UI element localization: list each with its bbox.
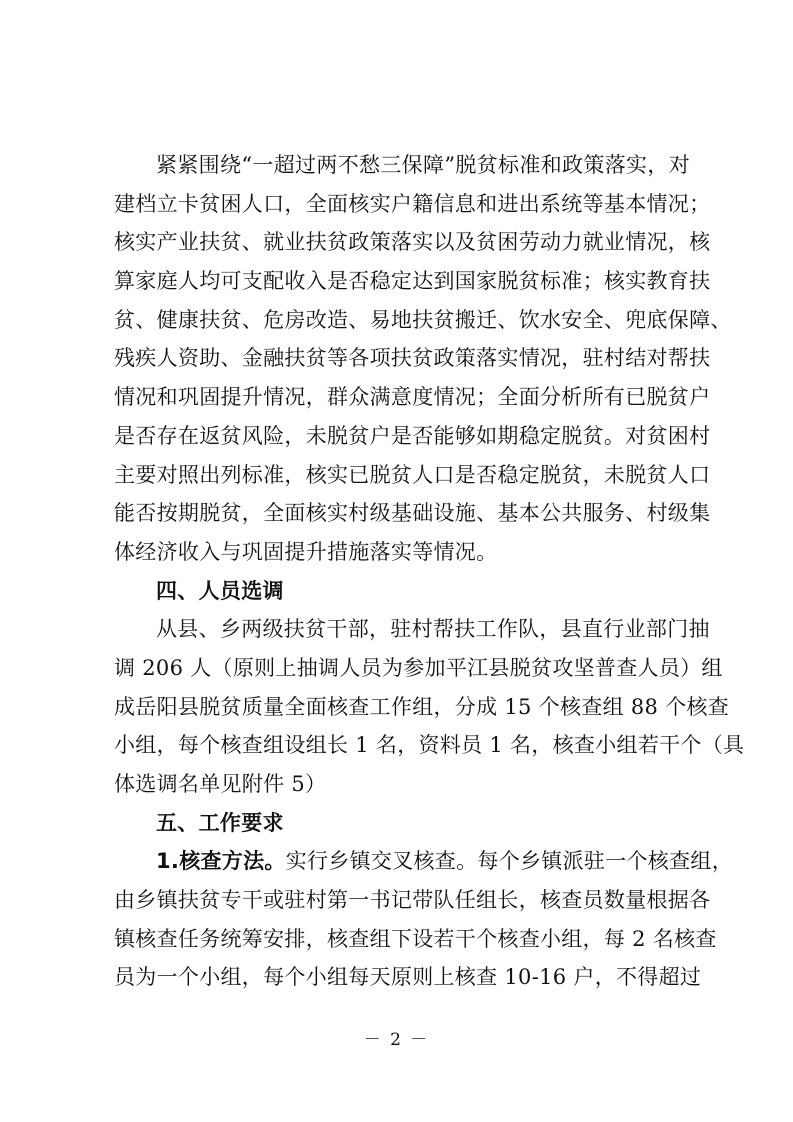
paragraph-line: 镇核查任务统筹安排，核查组下设若干个核查小组，每 2 名核查 bbox=[114, 926, 717, 951]
page-number: － 2 － bbox=[363, 1030, 430, 1050]
paragraph-line: 小组，每个核查组设组长 1 名，资料员 1 名，核查小组若干个（具 bbox=[114, 733, 745, 758]
page-body bbox=[114, 146, 745, 997]
paragraph-line: 从县、乡两级扶贫干部，驻村帮扶工作队，县直行业部门抽 bbox=[156, 617, 710, 642]
paragraph-line: 体经济收入与巩固提升措施落实等情况。 bbox=[114, 539, 498, 564]
paragraph-line: 是否存在返贫风险，未脱贫户是否能够如期稳定脱贫。对贫困村 bbox=[114, 423, 711, 448]
paragraph-line: 主要对照出列标准，核实已脱贫人口是否稳定脱贫，未脱贫人口 bbox=[114, 462, 711, 487]
paragraph-line: 成岳阳县脱贫质量全面核查工作组，分成 15 个核查组 88 个核查 bbox=[114, 694, 730, 719]
paragraph-line: 调 206 人（原则上抽调人员为参加平江县脱贫攻坚普查人员）组 bbox=[114, 655, 723, 680]
paragraph-verification-method bbox=[114, 842, 734, 997]
paragraph-line: 建档立卡贫困人口，全面核实户籍信息和进出系统等基本情况； bbox=[114, 191, 711, 216]
paragraph-line: 员为一个小组，每个小组每天原则上核查 10-16 户，不得超过 bbox=[114, 965, 702, 990]
paragraph-line: 由乡镇扶贫专干或驻村第一书记带队任组长，核查员数量根据各 bbox=[114, 888, 711, 913]
paragraph-line: 算家庭人均可支配收入是否稳定达到国家脱贫标准；核实教育扶 bbox=[114, 269, 711, 294]
section-heading-staffing: 四、人员选调 bbox=[156, 578, 284, 603]
paragraph-line: 紧紧围绕“一超过两不愁三保障”脱贫标准和政策落实，对 bbox=[156, 153, 690, 177]
paragraph-line: 核实产业扶贫、就业扶贫政策落实以及贫困劳动力就业情况，核 bbox=[114, 230, 711, 255]
paragraph-line-rest: 实行乡镇交叉核查。每个乡镇派驻一个核查组， bbox=[285, 849, 734, 874]
paragraph-line: 情况和巩固提升情况，群众满意度情况；全面分析所有已脱贫户 bbox=[114, 385, 711, 410]
paragraph-line: 残疾人资助、金融扶贫等各项扶贫政策落实情况，驻村结对帮扶 bbox=[114, 346, 711, 371]
paragraph-line: 贫、健康扶贫、危房改造、易地扶贫搬迁、饮水安全、兜底保障、 bbox=[114, 307, 732, 332]
paragraph-verification-content bbox=[114, 146, 732, 572]
subsection-lead: 1.核查方法。 bbox=[156, 849, 286, 874]
section-heading-requirements: 五、工作要求 bbox=[156, 810, 284, 835]
paragraph-line bbox=[114, 842, 734, 881]
paragraph-line: 体选调名单见附件 5） bbox=[114, 772, 327, 796]
paragraph-staffing bbox=[114, 610, 745, 803]
paragraph-line: 能否按期脱贫，全面核实村级基础设施、基本公共服务、村级集 bbox=[114, 501, 711, 526]
